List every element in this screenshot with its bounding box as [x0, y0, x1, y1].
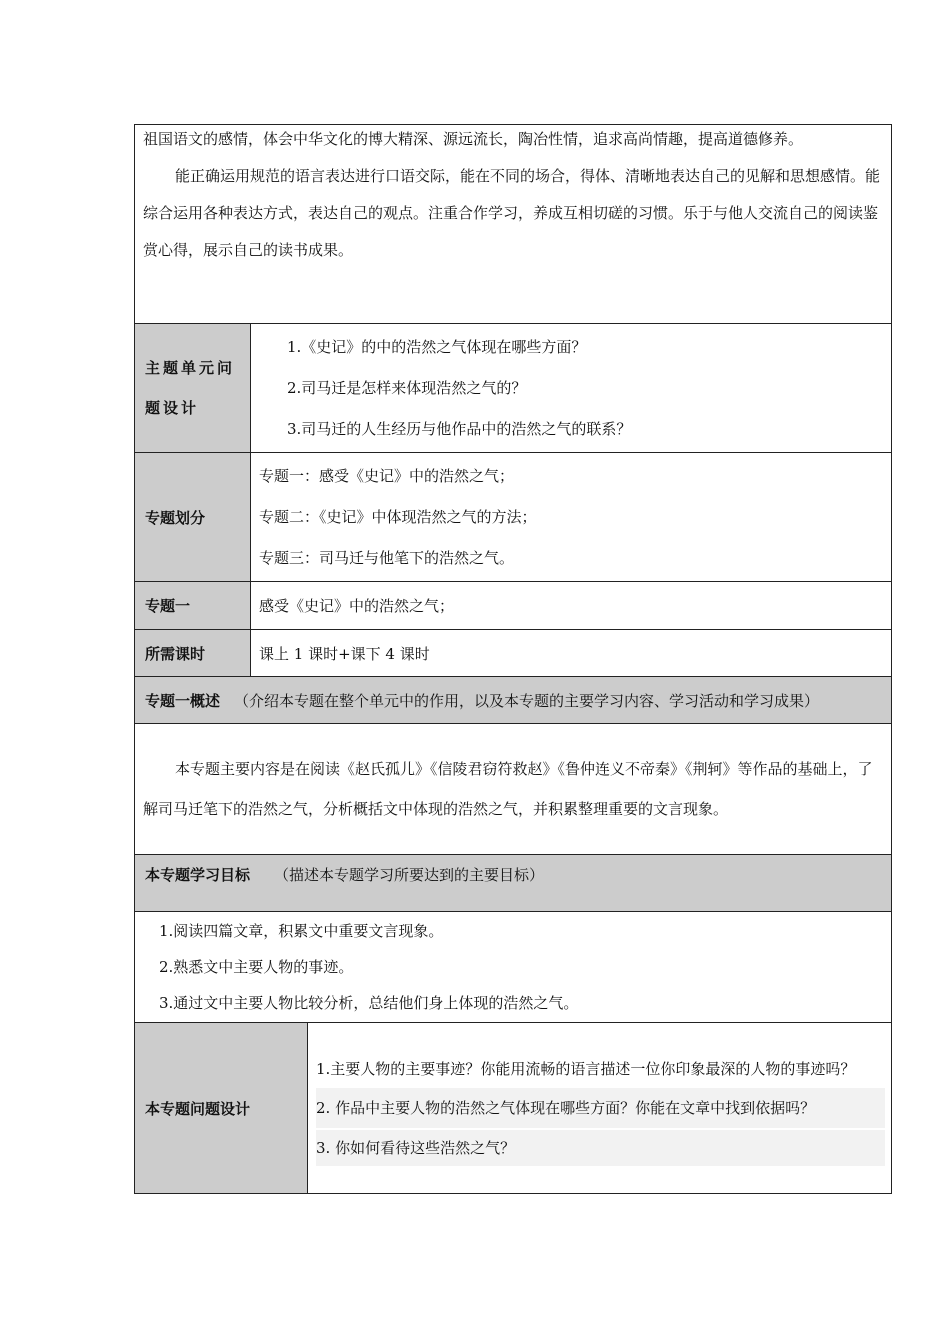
topic-question-item: 3. 你如何看待这些浩然之气？: [316, 1130, 885, 1166]
lesson-plan-table: [134, 124, 892, 1194]
class-hours-row: [135, 630, 892, 677]
goal-item: 2.熟悉文中主要人物的事迹。: [159, 958, 354, 976]
topic-questions-cell: [308, 1023, 892, 1194]
goals-note: （描述本专题学习所要达到的主要目标）: [274, 866, 545, 884]
unit-questions-cell: [251, 324, 892, 453]
intro-para-2: 能正确运用规范的语言表达进行口语交际，能在不同的场合，得体、清晰地表达自己的见解和思想感情。能综合运用各种表达方式，表达自己的观点。注重合作学习，养成互相切磋的习惯。乐于与他人交流自己的阅读鉴赏心得，展示自己的读书成果。: [143, 167, 881, 259]
topic-division-list: [259, 456, 891, 579]
overview-body: [135, 724, 892, 855]
topic-division-row: [135, 453, 892, 582]
intro-cell: [135, 125, 892, 324]
overview-header-row: [135, 677, 892, 724]
topic-question-item: 2. 作品中主要人物的浩然之气体现在哪些方面？你能在文章中找到依据吗？: [316, 1088, 885, 1128]
overview-text: 本专题主要内容是在阅读《赵氏孤儿》《信陵君窃符救赵》《鲁仲连义不帝秦》《荆轲》等作品的基础上，了解司马迁笔下的浩然之气，分析概括文中体现的浩然之气，并积累整理重要的文言现象。: [143, 760, 873, 818]
unit-questions-label: 主题单元问题设计: [135, 324, 251, 453]
intro-row: [135, 125, 892, 324]
goals-header: [135, 855, 892, 912]
topic-questions-row: [135, 1023, 892, 1194]
class-hours-value: 课上 1 课时+课下 4 课时: [251, 630, 892, 677]
topic-questions-label: 本专题问题设计: [135, 1023, 308, 1194]
goals-label: 本专题学习目标: [145, 866, 251, 884]
goal-item: 3.通过文中主要人物比较分析，总结他们身上体现的浩然之气。: [159, 994, 579, 1012]
overview-body-row: [135, 724, 892, 855]
topic-division-label: 专题划分: [135, 453, 251, 582]
overview-label: 专题一概述: [145, 691, 221, 710]
topic-one-value: 感受《史记》中的浩然之气；: [251, 582, 892, 630]
topic-one-row: [135, 582, 892, 630]
lesson-plan-sheet: [134, 124, 891, 1194]
topic-question-item: 1.主要人物的主要事迹？你能用流畅的语言描述一位你印象最深的人物的事迹吗？: [316, 1059, 856, 1078]
unit-question-item: 2.司马迁是怎样来体现浩然之气的？: [287, 378, 527, 397]
unit-questions-list: [287, 327, 891, 450]
goals-list: [159, 913, 891, 1021]
overview-note: （介绍本专题在整个单元中的作用，以及本专题的主要学习内容、学习活动和学习成果）: [234, 691, 820, 710]
unit-question-item: 3.司马迁的人生经历与他作品中的浩然之气的联系？: [287, 419, 632, 438]
goals-body: [135, 912, 892, 1023]
goal-item: 1.阅读四篇文章，积累文中重要文言现象。: [159, 922, 444, 940]
unit-questions-row: [135, 324, 892, 453]
topic-division-item: 专题一：感受《史记》中的浩然之气；: [259, 466, 515, 485]
intro-para-1: 祖国语文的感情，体会中华文化的博大精深、源远流长，陶冶性情，追求高尚情趣，提高道德修养。: [143, 130, 804, 148]
goals-body-row: [135, 912, 892, 1023]
topic-division-cell: [251, 453, 892, 582]
topic-division-item: 专题二：《史记》中体现浩然之气的方法；: [259, 507, 537, 526]
overview-header: [135, 677, 892, 724]
unit-question-item: 1.《史记》的中的浩然之气体现在哪些方面？: [287, 337, 587, 356]
goals-header-row: [135, 855, 892, 912]
class-hours-label: 所需课时: [135, 630, 251, 677]
topic-one-label: 专题一: [135, 582, 251, 630]
topic-division-item: 专题三：司马迁与他笔下的浩然之气。: [259, 548, 515, 567]
